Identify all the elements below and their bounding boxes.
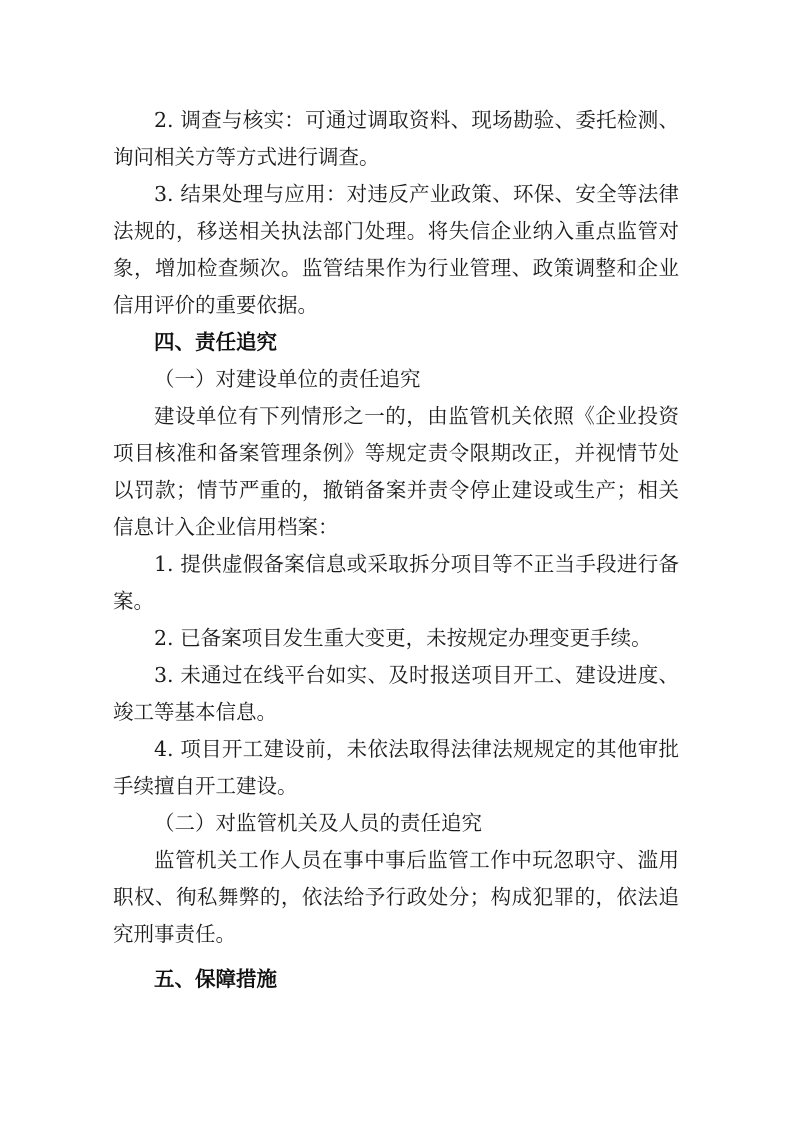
list-item-false-info: 1. 提供虚假备案信息或采取拆分项目等不正当手段进行备案。 xyxy=(113,552,679,613)
document-body xyxy=(113,102,679,998)
list-item-unapproved-construction: 4. 项目开工建设前，未依法取得法律法规规定的其他审批手续擅自开工建设。 xyxy=(113,737,679,798)
paragraph-regulator-penalties: 监管机关工作人员在事中事后监管工作中玩忽职守、滥用职权、徇私舞弊的，依法给予行政处分；构成犯罪的，依法追究刑事责任。 xyxy=(113,848,679,946)
list-item-major-change: 2. 已备案项目发生重大变更，未按规定办理变更手续。 xyxy=(154,626,652,650)
list-item-online-reporting: 3. 未通过在线平台如实、及时报送项目开工、建设进度、竣工等基本信息。 xyxy=(113,663,679,724)
subsection-heading-construction-unit: （一）对建设单位的责任追究 xyxy=(154,367,421,391)
paragraph-investigation: 2. 调查与核实：可通过调取资料、现场勘验、委托检测、询问相关方等方式进行调查。 xyxy=(113,108,679,169)
paragraph-construction-unit-penalties: 建设单位有下列情形之一的，由监管机关依照《企业投资项目核准和备案管理条例》等规定责令限期改正，并视情节处以罚款；情节严重的，撤销备案并责令停止建设或生产；相关信息计入企业信用档案： xyxy=(113,404,679,539)
subsection-heading-regulators: （二）对监管机关及人员的责任追究 xyxy=(154,811,482,835)
section-heading-accountability: 四、责任追究 xyxy=(154,330,277,354)
section-heading-safeguards: 五、保障措施 xyxy=(154,967,277,991)
section-spacer xyxy=(113,953,679,961)
paragraph-result-handling: 3. 结果处理与应用：对违反产业政策、环保、安全等法律法规的，移送相关执法部门处理。将失信企业纳入重点监管对象，增加检查频次。监管结果作为行业管理、政策调整和企业信用评价的重要依据。 xyxy=(113,182,679,317)
